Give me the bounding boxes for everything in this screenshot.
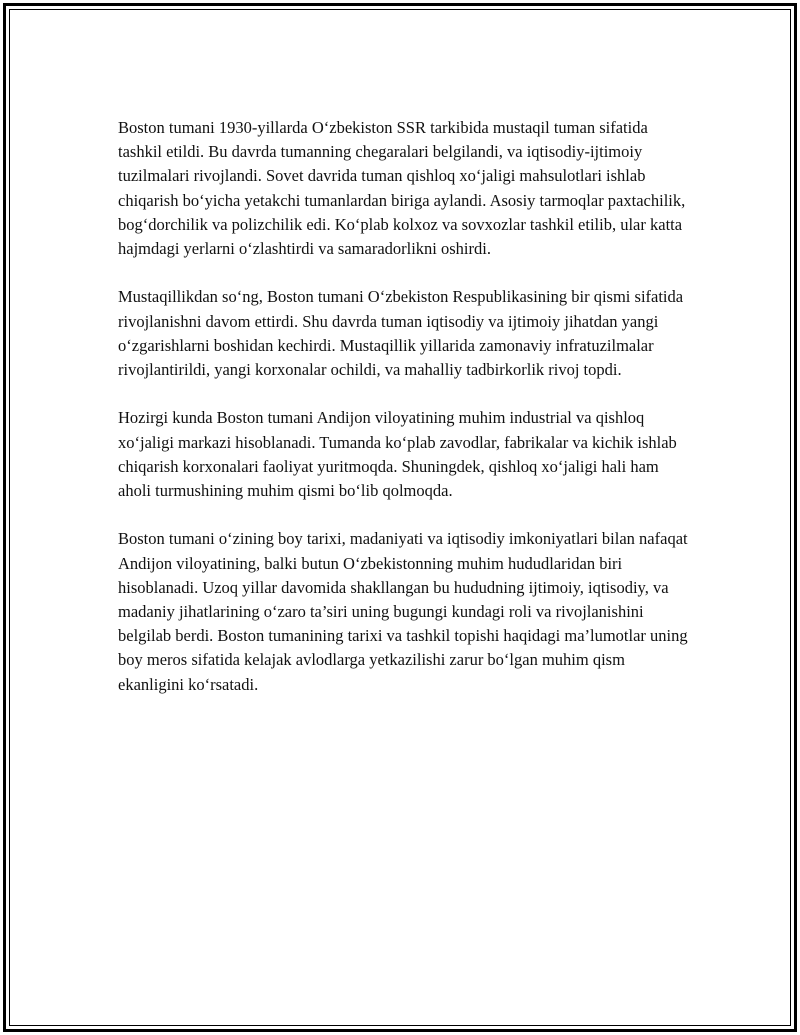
paragraph: Mustaqillikdan so‘ng, Boston tumani O‘zbekiston Respublikasining bir qismi sifatida rivojlanishni davom ettirdi. Shu davrda tuman iqtisodiy va ijtimoiy jihatdan yangi o‘zgarishlarni boshidan kechirdi. Mustaqillik yillarida zamonaviy infratuzilmalar rivojlantirildi, yangi korxonalar ochildi, va mahalliy tadbirkorlik rivoj topdi. — [118, 287, 684, 380]
paragraph: Boston tumani o‘zining boy tarixi, madaniyati va iqtisodiy imkoniyatlari bilan nafaqat Andijon viloyatining, balki butun O‘zbekistonning muhim hududlaridan biri hisoblanadi. Uzoq yillar davomida shakllangan bu hududning ijtimoiy, iqtisodiy, va madaniy jihatlarining o‘zaro ta’siri uning bugungi kundagi roli va rivojlanishini belgilab berdi. Boston tumanining tarixi va tashkil topishi haqidagi ma’lumotlar uning boy meros sifatida kelajak avlodlarga yetkazilishi zarur bo‘lgan muhim qism ekanligini ko‘rsatadi. — [118, 529, 688, 694]
paragraph: Hozirgi kunda Boston tumani Andijon viloyatining muhim industrial va qishloq xo‘jaligi markazi hisoblanadi. Tumanda ko‘plab zavodlar, fabrikalar va kichik ishlab chiqarish korxonalari faoliyat yuritmoqda. Shuningdek, qishloq xo‘jaligi hali ham aholi turmushining muhim qismi bo‘lib qolmoqda. — [118, 408, 677, 501]
document-body — [118, 116, 693, 697]
paragraph: Boston tumani 1930-yillarda O‘zbekiston SSR tarkibida mustaqil tuman sifatida tashkil etildi. Bu davrda tumanning chegaralari belgilandi, va iqtisodiy-ijtimoiy tuzilmalari rivojlandi. Sovet davrida tuman qishloq xo‘jaligi mahsulotlari ishlab chiqarish bo‘yicha yetakchi tumanlardan biriga aylandi. Asosiy tarmoqlar paxtachilik, bog‘dorchilik va polizchilik edi. Ko‘plab kolxoz va sovxozlar tashkil etilib, ular katta hajmdagi yerlarni o‘zlashtirdi va samaradorlikni oshirdi. — [118, 118, 686, 259]
